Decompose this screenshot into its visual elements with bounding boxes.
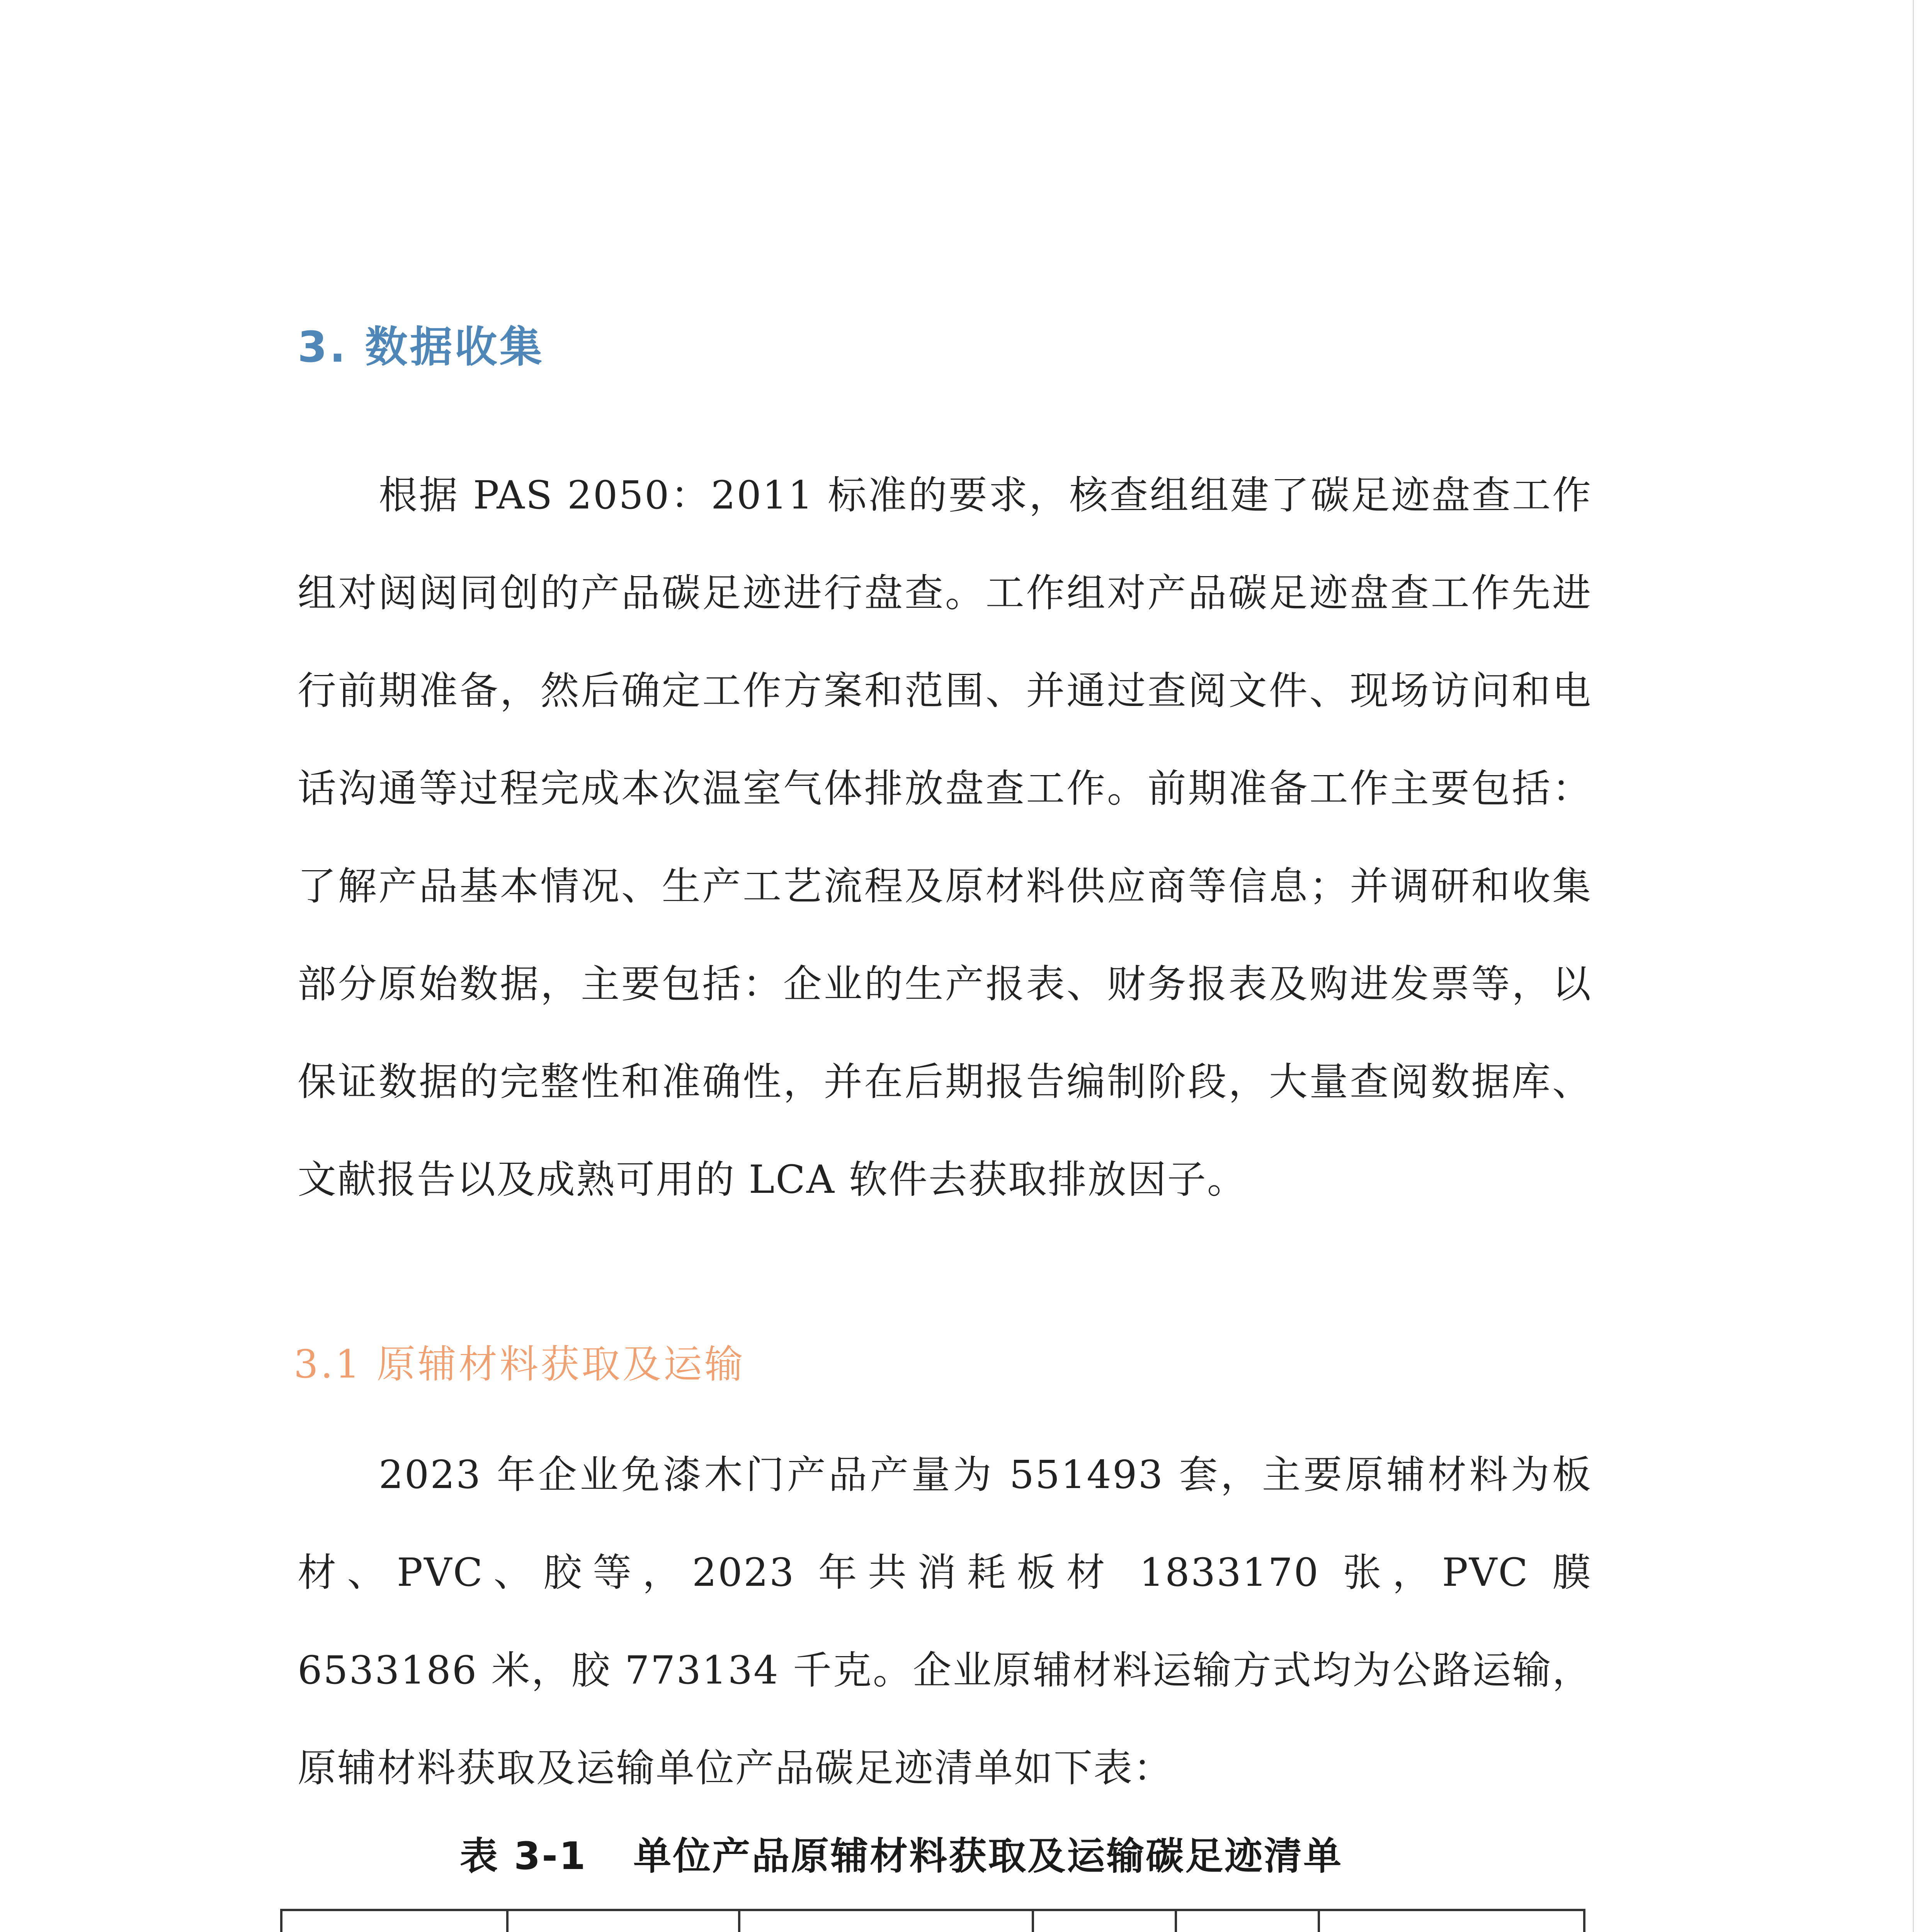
carbon-footprint-table bbox=[280, 1909, 1585, 1932]
table-caption-title: 单位产品原辅材料获取及运输碳足迹清单 bbox=[633, 1834, 1343, 1878]
table-caption bbox=[460, 1826, 1343, 1880]
header-unit-consumption bbox=[507, 1910, 739, 1932]
header-material-source bbox=[739, 1910, 1033, 1932]
subsection-paragraph: 2023 年企业免漆木门产品产量为 551493 套，主要原辅材料为板材、PVC、胶等，2023 年共消耗板材 1833170 张，PVC 膜 6533186 米，胶 773134 千克。企业原辅材料运输方式均为公路运输，原辅材料获取及运输单位产品碳足迹清单如下表： bbox=[298, 1452, 1592, 1791]
header-carbon-footprint bbox=[1319, 1910, 1584, 1932]
header-distance bbox=[1176, 1910, 1319, 1932]
table-header-row bbox=[281, 1910, 1584, 1932]
header-transport-mode bbox=[1033, 1910, 1176, 1932]
subsection-heading: 3.1 原辅材料获取及运输 bbox=[294, 1342, 745, 1387]
section-paragraph: 根据 PAS 2050：2011 标准的要求，核查组组建了碳足迹盘查工作组对闼闼同创的产品碳足迹进行盘查。工作组对产品碳足迹盘查工作先进行前期准备，然后确定工作方案和范围、并通过查阅文件、现场访问和电话沟通等过程完成本次温室气体排放盘查工作。前期准备工作主要包括：了解产品基本情况、生产工艺流程及原材料供应商等信息；并调研和收集部分原始数据，主要包括：企业的生产报表、财务报表及购进发票等，以保证数据的完整性和准确性，并在后期报告编制阶段，大量查阅数据库、文献报告以及成熟可用的 LCA 软件去获取排放因子。 bbox=[298, 473, 1592, 1202]
header-material-name bbox=[281, 1910, 507, 1932]
section-heading: 3. 数据收集 bbox=[298, 322, 544, 372]
table-caption-number: 表 3-1 bbox=[460, 1834, 587, 1878]
page-edge-line bbox=[1913, 0, 1914, 1932]
